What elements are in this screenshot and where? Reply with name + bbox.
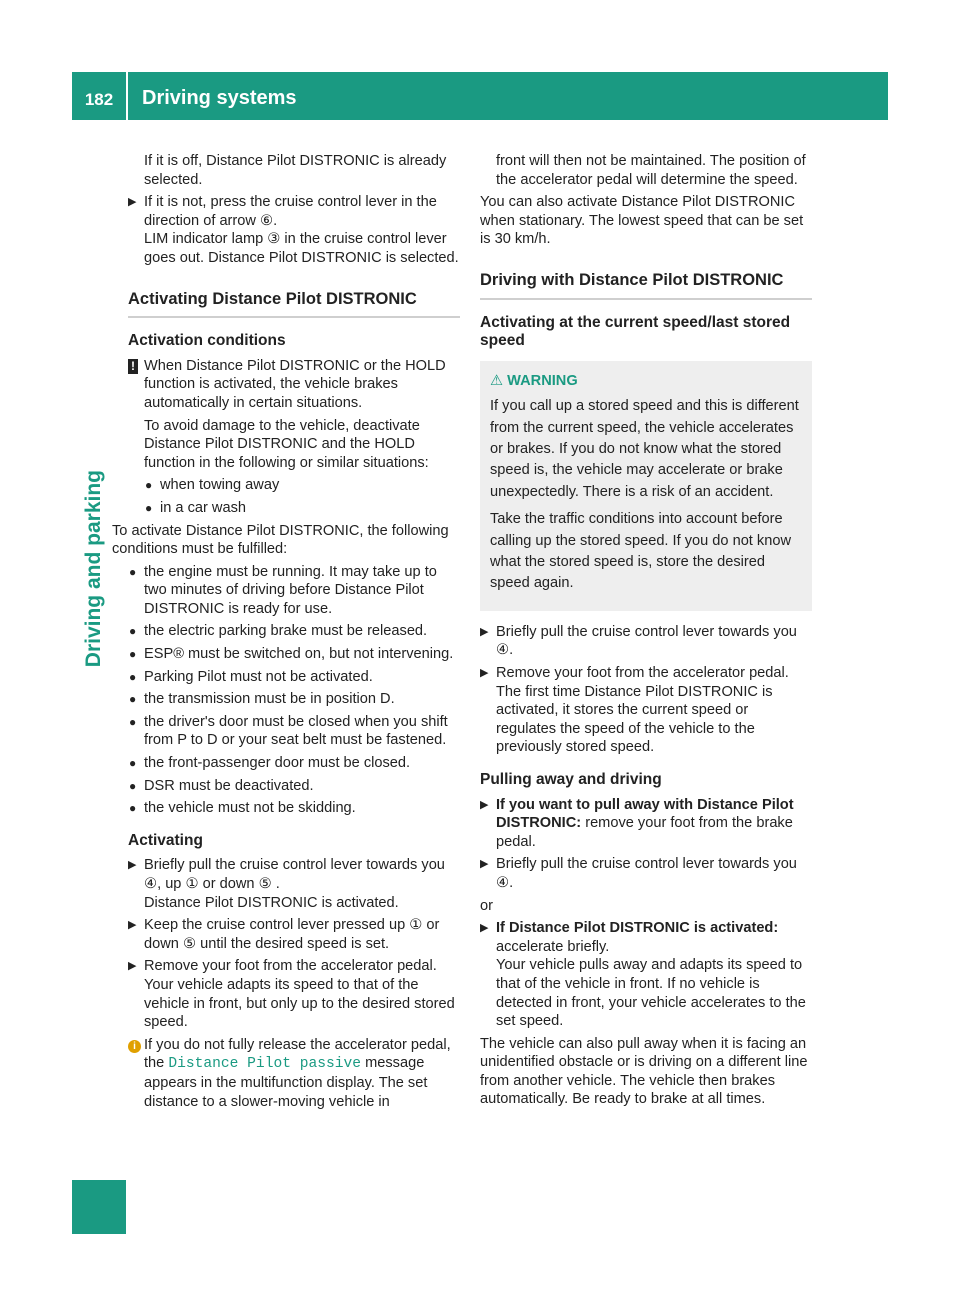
display-message: Distance Pilot passive [168, 1056, 362, 1073]
step-arrow-icon: ▶ [128, 859, 137, 872]
caution-exclamation-icon: ! [128, 357, 138, 376]
bullet-dot-icon: ● [129, 564, 137, 579]
header-divider [126, 72, 128, 120]
caution-note: ! When Distance Pilot DISTRONIC or the HOLD function is activated, the vehicle brakes automatically in certain situations. To avoid damage to the vehicle, deactivate Distance Pilot DISTRONIC and the HOLD function in the following or similar situations: ● when towing away ● in a car wash [128, 357, 460, 518]
step-item: ▶ Keep the cruise control lever pressed up ① or down ⑤ until the desired speed is set. [128, 917, 440, 952]
bullet-dot-icon: ● [129, 714, 137, 729]
bullet-dot-icon: ● [145, 478, 153, 493]
page-number: 182 [84, 90, 114, 109]
step-arrow-icon: ▶ [480, 858, 489, 871]
subsection-heading: Activating [128, 831, 203, 849]
list-item: ● ESP® must be switched on, but not intervening. [129, 646, 454, 663]
warning-triangle-icon: ⚠ [490, 372, 504, 389]
bullet-dot-icon: ● [129, 624, 137, 639]
bullet-dot-icon: ● [129, 756, 137, 771]
sidebar-marker [72, 1180, 126, 1234]
bullet-dot-icon: ● [129, 669, 137, 684]
list-item: ● Parking Pilot must not be activated. [129, 668, 373, 685]
section-heading: Activating Distance Pilot DISTRONIC [128, 290, 460, 319]
list-item: ● in a car wash [145, 499, 246, 516]
list-item: ● the transmission must be in position D. [129, 691, 395, 708]
warning-title: ⚠ WARNING [490, 372, 578, 389]
warning-text: If you call up a stored speed and this is different from the current speed, the vehicle accelerates or brakes. If you do not know what the stored speed is, the vehicle may accelerate or brake unexpectedly. There is a risk of an accident. [490, 398, 799, 500]
list-item: ● DSR must be deactivated. [129, 777, 314, 794]
warning-text: Take the traffic conditions into account before calling up the stored speed. If you do not know what the stored speed is, store the desired speed again. [490, 511, 791, 592]
bullet-dot-icon: ● [145, 500, 153, 515]
step-item: ▶ Remove your foot from the accelerator pedal. Your vehicle adapts its speed to that of the vehicle in front, but only up to the desired stored speed. [128, 958, 455, 1031]
info-note: i If you do not fully release the accelerator pedal, the Distance Pilot passive message appears in the multifunction display. The set distance to a slower-moving vehicle in [128, 1036, 460, 1111]
warning-box [480, 361, 812, 611]
subsection-heading: Pulling away and driving [480, 770, 662, 788]
step-arrow-icon: ▶ [128, 196, 137, 209]
bullet-dot-icon: ● [129, 778, 137, 793]
list-item: ● when towing away [145, 477, 280, 494]
sidebar-chapter-label: Driving and parking [82, 470, 105, 668]
bullet-dot-icon: ● [129, 647, 137, 662]
list-item: ● the engine must be running. It may take up to two minutes of driving before Distance Pilot DISTRONIC is ready for use. [129, 563, 437, 617]
list-item: ● the electric parking brake must be released. [129, 623, 428, 640]
step-item: ▶ Briefly pull the cruise control lever towards you ④, up ① or down ⑤ . Distance Pilot DISTRONIC is activated. [128, 857, 445, 911]
step-arrow-icon: ▶ [480, 667, 489, 679]
step-arrow-icon: ▶ [480, 922, 489, 935]
paragraph: front will then not be maintained. The position of the accelerator pedal will determine the speed. [496, 153, 806, 188]
bullet-dot-icon: ● [129, 801, 137, 816]
step-arrow-icon: ▶ [128, 960, 137, 973]
step-item: ▶ Remove your foot from the accelerator pedal. The first time Distance Pilot DISTRONIC is activated, it stores the current speed or regulates the speed of the vehicle to the previously stored speed. [480, 665, 789, 756]
paragraph: To activate Distance Pilot DISTRONIC, the following conditions must be fulfilled: [112, 522, 449, 558]
step-arrow-icon: ▶ [480, 798, 489, 811]
list-item: ● the front-passenger door must be closed. [129, 755, 411, 772]
list-item: ● the driver's door must be closed when you shift from P to D or your seat belt must be fastened. [129, 713, 448, 749]
paragraph: If it is off, Distance Pilot DISTRONIC is already selected. [144, 153, 447, 188]
section-title: Driving systems [142, 87, 297, 109]
step-arrow-icon: ▶ [128, 919, 137, 932]
bullet-dot-icon: ● [129, 692, 137, 707]
step-arrow-icon: ▶ [480, 625, 489, 638]
step-item: ▶ Briefly pull the cruise control lever towards you ④. [480, 623, 797, 659]
right-column [480, 152, 812, 1113]
step-item: ▶ Briefly pull the cruise control lever towards you ④. [480, 856, 797, 891]
paragraph: You can also activate Distance Pilot DISTRONIC when stationary. The lowest speed that can be set is 30 km/h. [480, 194, 804, 248]
paragraph: The vehicle can also pull away when it is facing an unidentified obstacle or is driving on a different line from another vehicle. The vehicle then brakes automatically. Be ready to brake at all times. [480, 1035, 808, 1108]
paragraph: or [480, 897, 493, 914]
page-header [72, 72, 888, 120]
subsection-heading: Activation conditions [128, 332, 286, 350]
left-column [112, 152, 460, 1115]
step-item: ▶ If it is not, press the cruise control lever in the direction of arrow ⑥. LIM indicator lamp ③ in the cruise control lever goes out. Distance Pilot DISTRONIC is selected. [128, 194, 459, 266]
subsection-heading: Activating at the current speed/last stored speed [480, 313, 791, 350]
info-icon: i [128, 1036, 141, 1055]
step-item: ▶ If Distance Pilot DISTRONIC is activated: accelerate briefly. Your vehicle pulls away and adapts its speed to that of the vehicle in front. If no vehicle is detected in front, your vehicle accelerates to the set speed. [480, 920, 806, 1030]
section-heading: Driving with Distance Pilot DISTRONIC [480, 271, 812, 300]
list-item: ● the vehicle must not be skidding. [129, 800, 356, 817]
step-item: ▶ If you want to pull away with Distance Pilot DISTRONIC: remove your foot from the brake pedal. [480, 796, 794, 850]
